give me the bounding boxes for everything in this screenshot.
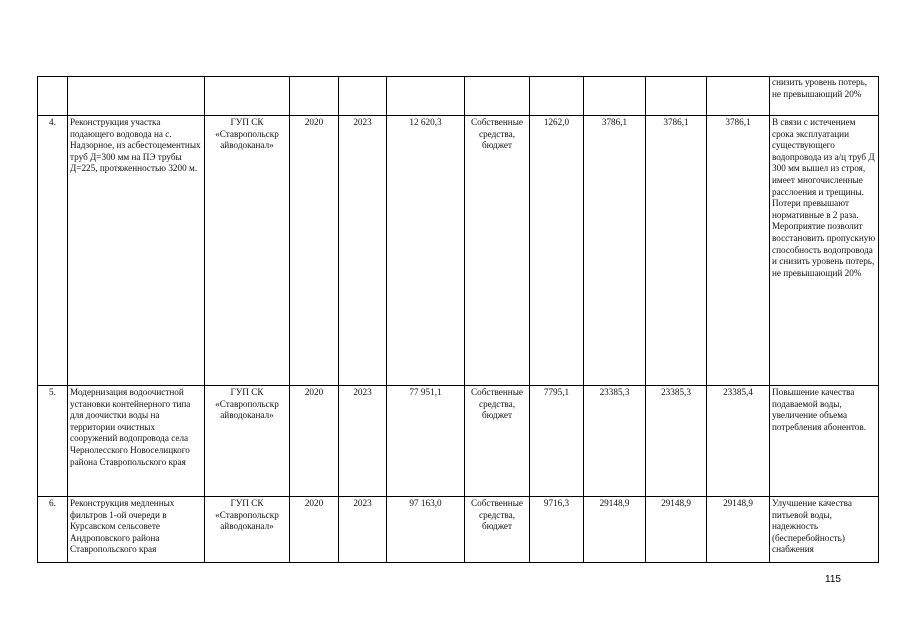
measure-description (68, 77, 205, 116)
funding-source: Собственные средства, бюджет (465, 386, 530, 497)
measure-description: Реконструкция медленных фильтров 1-ой очереди в Курсавском сельсовете Андроповского района Ставропольского края (68, 497, 205, 563)
value-year-4: 23385,4 (707, 386, 770, 497)
value-year-3: 29148,9 (646, 497, 707, 563)
total-cost: 77 951,1 (387, 386, 465, 497)
expected-effect: Повышение качества подаваемой воды, увеличение объема потребления абонентов. (770, 386, 879, 497)
year-start: 2020 (290, 386, 339, 497)
row-number (38, 77, 68, 116)
value-year-4: 3786,1 (707, 116, 770, 386)
table-row (38, 116, 879, 386)
year-end (339, 77, 387, 116)
value-year-1 (530, 77, 584, 116)
value-year-1: 9716,3 (530, 497, 584, 563)
year-end: 2023 (339, 116, 387, 386)
year-start: 2020 (290, 497, 339, 563)
table-row (38, 497, 879, 563)
row-number: 4. (38, 116, 68, 386)
value-year-3: 3786,1 (646, 116, 707, 386)
value-year-2: 3786,1 (584, 116, 646, 386)
year-start: 2020 (290, 116, 339, 386)
organization: ГУП СК «Ставропольскр айводоканал» (205, 497, 290, 563)
year-start (290, 77, 339, 116)
table-row (38, 77, 879, 116)
row-number: 5. (38, 386, 68, 497)
year-end: 2023 (339, 386, 387, 497)
page-number: 115 (825, 574, 841, 585)
funding-source: Собственные средства, бюджет (465, 497, 530, 563)
organization: ГУП СК «Ставропольскр айводоканал» (205, 116, 290, 386)
expected-effect: В связи с истечением срока эксплуатации существующего водопровода из а/ц труб Д 300 мм вышел из строя, имеет многочисленные расслоения и трещины. Потери превышают нормативные в 2 раза. Мероприятие позволит восстановить пропускную способность водопровода и снизить уровень потерь, не превышающий 20% (770, 116, 879, 386)
total-cost (387, 77, 465, 116)
value-year-2: 23385,3 (584, 386, 646, 497)
table-row (38, 386, 879, 497)
expected-effect: снизить уровень потерь, не превышающий 20% (770, 77, 879, 116)
year-end: 2023 (339, 497, 387, 563)
value-year-4: 29148,9 (707, 497, 770, 563)
table-body (38, 77, 879, 563)
funding-source (465, 77, 530, 116)
value-year-1: 7795,1 (530, 386, 584, 497)
measure-description: Реконструкция участка подающего водовода на с. Надзорное, из асбестоцементных труб Д=300 мм на ПЭ трубы Д=225, протяженностью 3200 м. (68, 116, 205, 386)
total-cost: 12 620,3 (387, 116, 465, 386)
organization: ГУП СК «Ставропольскр айводоканал» (205, 386, 290, 497)
funding-source: Собственные средства, бюджет (465, 116, 530, 386)
value-year-2: 29148,9 (584, 497, 646, 563)
measure-description: Модернизация водоочистной установки контейнерного типа для доочистки воды на территории очистных сооружений водопровода села Чернолесского Новоселицкого района Ставропольского края (68, 386, 205, 497)
value-year-3: 23385,3 (646, 386, 707, 497)
expected-effect: Улучшение качества питьевой воды, надежность (бесперебойность) снабжения (770, 497, 879, 563)
value-year-1: 1262,0 (530, 116, 584, 386)
value-year-3 (646, 77, 707, 116)
investment-table (37, 76, 879, 563)
row-number: 6. (38, 497, 68, 563)
total-cost: 97 163,0 (387, 497, 465, 563)
value-year-4 (707, 77, 770, 116)
value-year-2 (584, 77, 646, 116)
organization (205, 77, 290, 116)
